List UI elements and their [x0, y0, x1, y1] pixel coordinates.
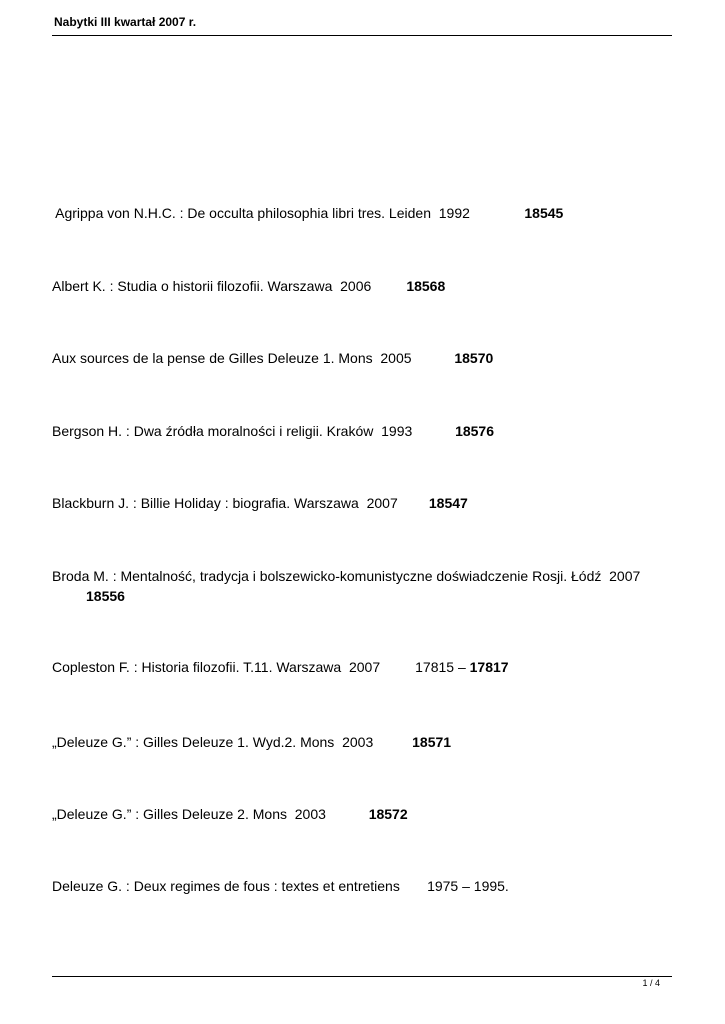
entry-number: 18545	[524, 205, 564, 221]
entry-number: 18547	[428, 495, 468, 511]
list-item	[52, 348, 682, 368]
entry-number: 18570	[454, 350, 494, 366]
entry-number: 18572	[368, 806, 408, 822]
list-item	[52, 657, 682, 677]
entry-text: Blackburn J. : Billie Holiday : biografia. Warszawa 2007	[52, 495, 398, 511]
entry-years: 1975 – 1995.	[427, 878, 509, 894]
entry-gap	[412, 350, 455, 366]
entry-number-range-start: 17815 –	[415, 659, 470, 675]
entry-text: Albert K. : Studia o historii filozofii. Warszawa 2006	[52, 278, 372, 294]
entry-gap	[398, 495, 429, 511]
list-item	[52, 276, 682, 296]
footer-divider	[52, 976, 672, 977]
list-item	[52, 876, 682, 896]
entry-number: 18576	[455, 423, 494, 439]
list-item	[52, 732, 682, 752]
entry-number: 18568	[406, 278, 446, 294]
entry-text: Copleston F. : Historia filozofii. T.11. Warszawa 2007	[52, 659, 381, 675]
header-divider	[52, 35, 672, 36]
entry-text: „Deleuze G.” : Gilles Deleuze 2. Mons 2003	[52, 806, 326, 822]
entry-gap	[326, 806, 369, 822]
list-item	[52, 804, 682, 824]
list-item	[52, 203, 682, 223]
entry-text: Broda M. : Mentalność, tradycja i bolszewicko-komunistyczne doświadczenie Rosji. Łódź 2007	[52, 568, 641, 584]
list-item	[52, 421, 682, 441]
entry-text: „Deleuze G.” : Gilles Deleuze 1. Wyd.2. Mons 2003	[52, 734, 374, 750]
list-item	[52, 566, 682, 606]
entry-gap	[412, 423, 455, 439]
entry-gap	[371, 278, 406, 294]
entry-text: Aux sources de la pense de Gilles Deleuze 1. Mons 2005	[52, 350, 412, 366]
entry-gap	[380, 659, 415, 675]
entry-number: 18571	[412, 734, 452, 750]
entry-number: 17817	[469, 659, 509, 675]
page-header-title: Nabytki III kwartał 2007 r.	[54, 15, 197, 29]
entry-gap	[373, 734, 412, 750]
entry-gap	[400, 878, 427, 894]
page-number: 1 / 4	[642, 978, 660, 988]
entry-number: 18556	[86, 588, 125, 604]
entry-text: Agrippa von N.H.C. : De occulta philosophia libri tres. Leiden 1992	[52, 205, 470, 221]
entry-text: Deleuze G. : Deux regimes de fous : textes et entretiens	[52, 878, 400, 894]
list-item	[52, 493, 682, 513]
entry-gap	[470, 205, 524, 221]
entry-text: Bergson H. : Dwa źródła moralności i religii. Kraków 1993	[52, 423, 413, 439]
